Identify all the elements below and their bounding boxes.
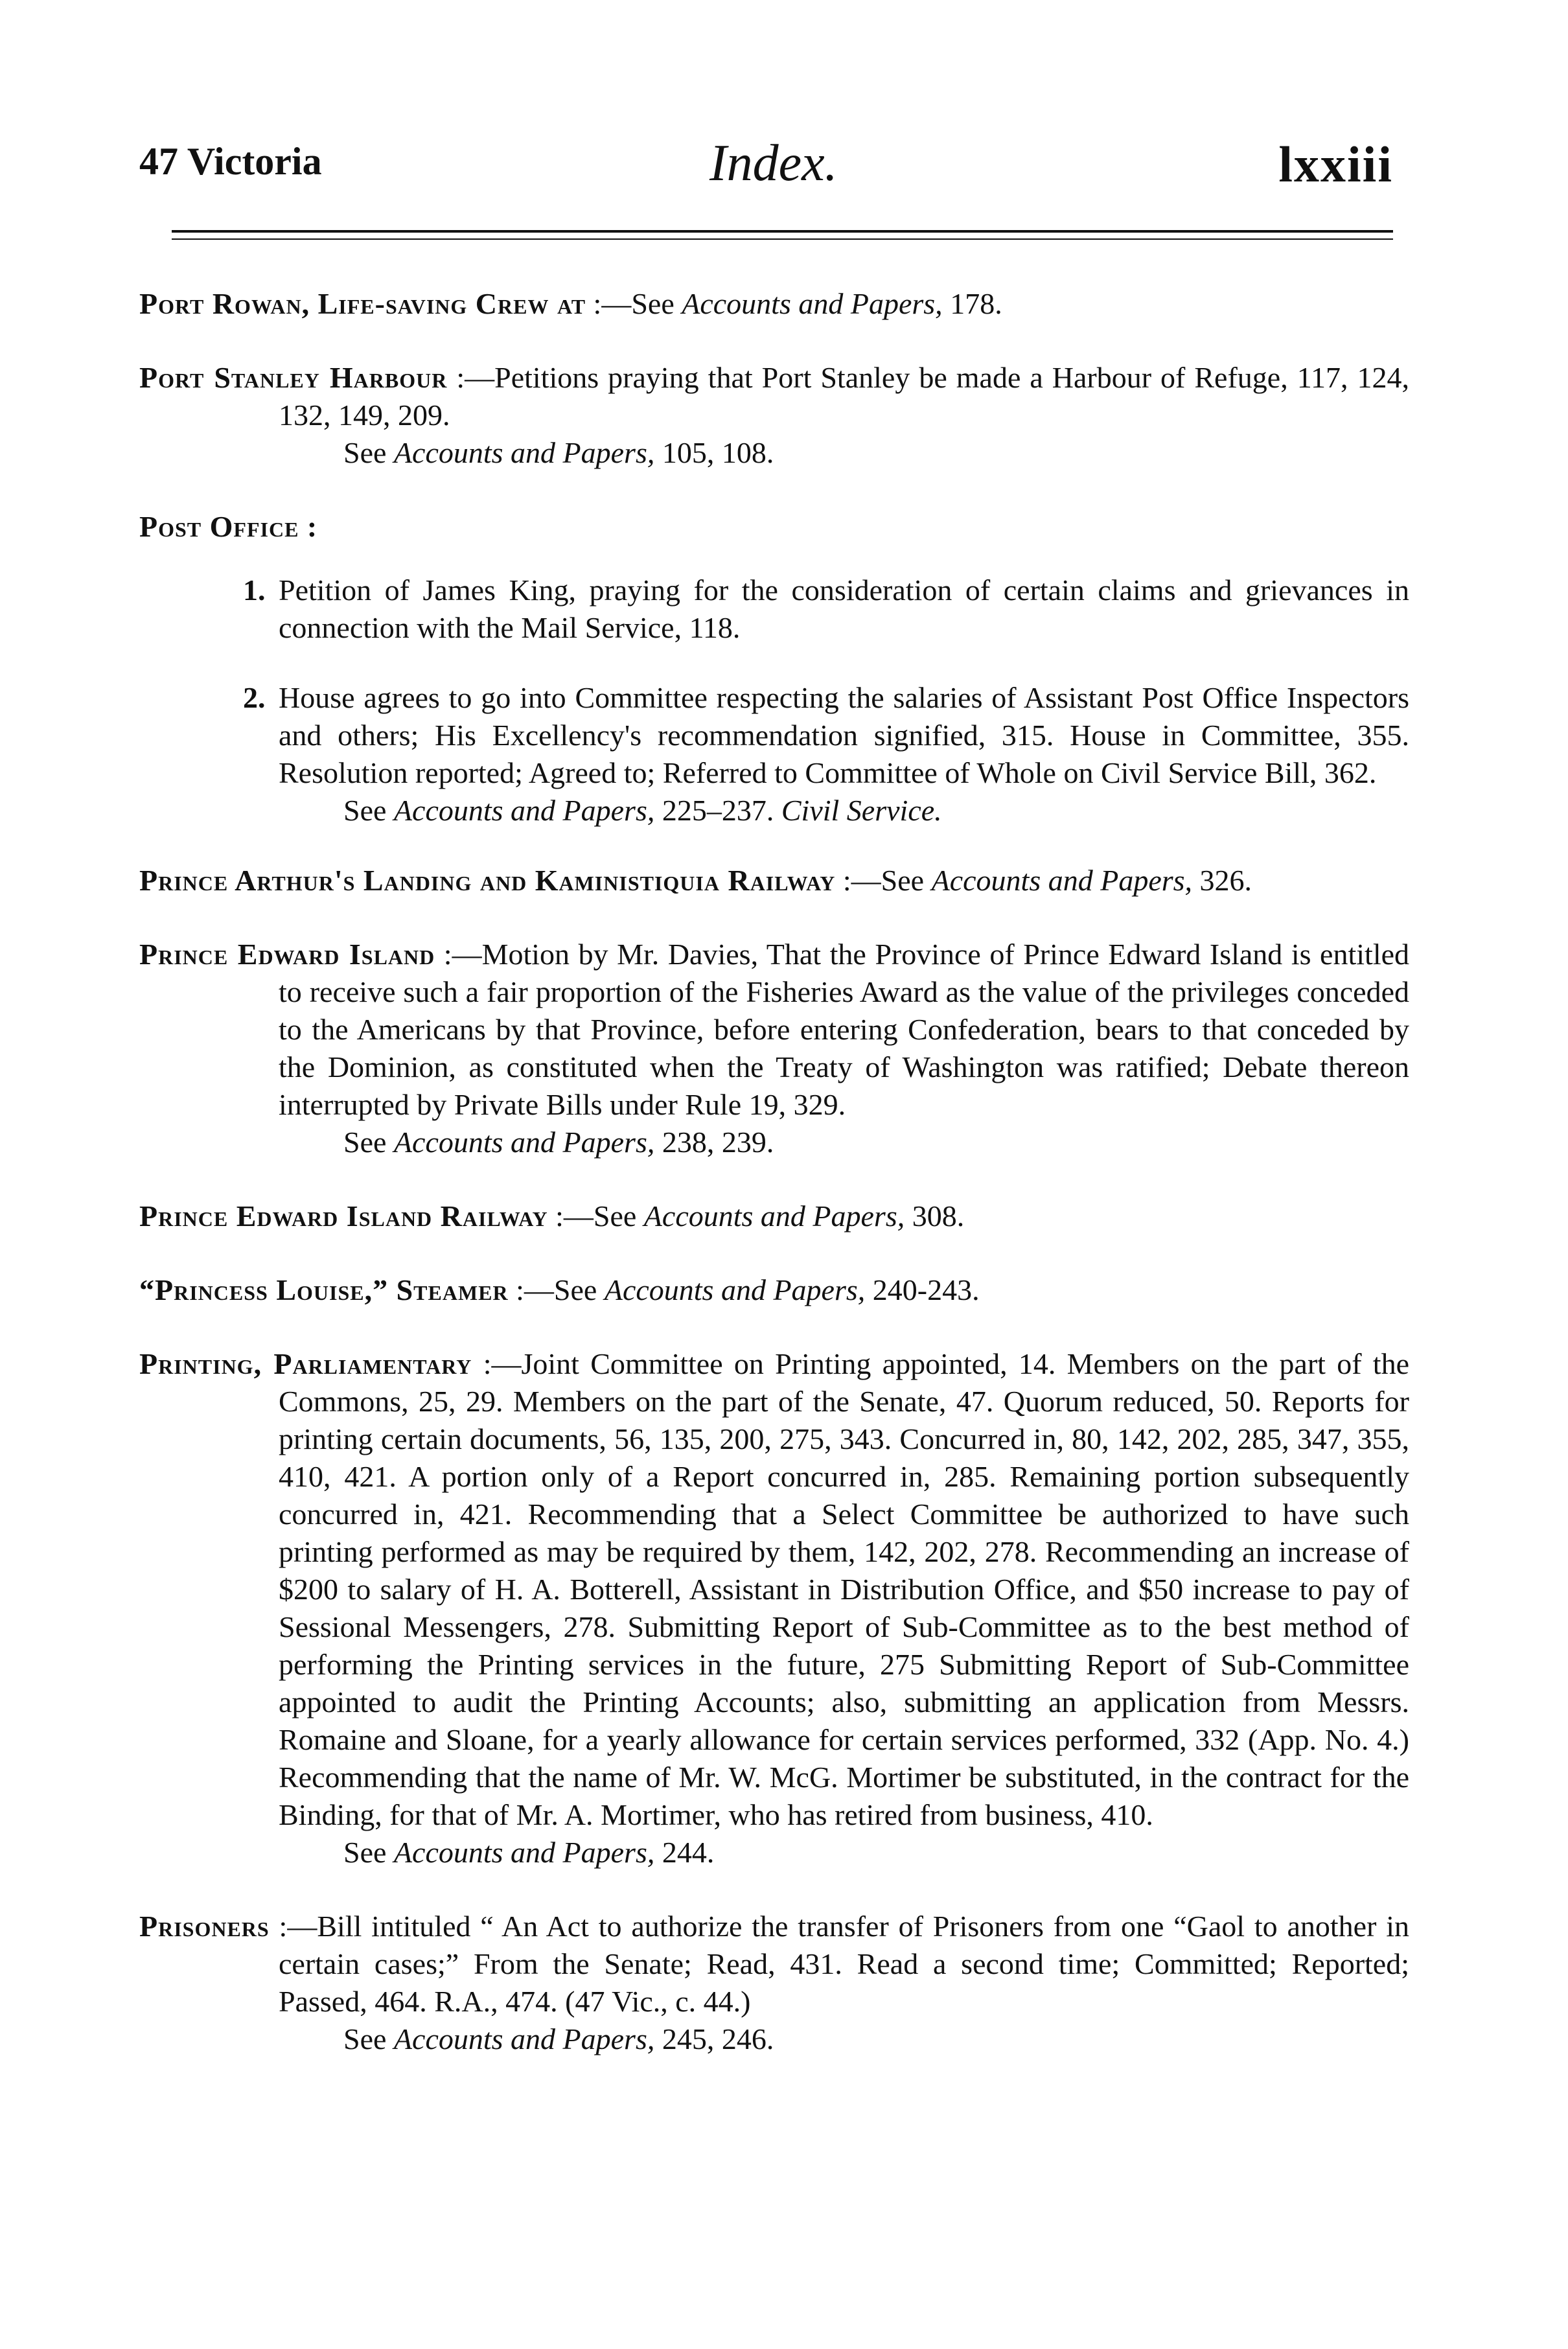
entry-heading: Prisoners xyxy=(139,1910,270,1943)
see-also-line: See Accounts and Papers, 238, 239. xyxy=(343,1126,774,1159)
entry-heading: “Princess Louise,” Steamer xyxy=(139,1273,509,1306)
see-also-line: See Accounts and Papers, 105, 108. xyxy=(343,436,774,469)
item-number: 2. xyxy=(243,681,266,714)
post-office-item-1 xyxy=(139,572,1409,647)
see-reference: Accounts and Papers, xyxy=(393,794,655,827)
post-office-item-2 xyxy=(139,679,1409,829)
see-also-line: See Accounts and Papers, 244. xyxy=(343,1836,715,1869)
page-references: 238, 239. xyxy=(662,1126,774,1159)
page-references: 326. xyxy=(1199,864,1252,897)
page-references: 245, 246. xyxy=(662,2022,774,2055)
page-references: 178. xyxy=(950,287,1002,320)
page-references: 105, 108. xyxy=(662,436,774,469)
header-rule-thick xyxy=(172,230,1393,233)
item-number: 1. xyxy=(243,573,266,607)
index-entry-post-office xyxy=(139,508,1409,546)
page-references: 308. xyxy=(912,1199,965,1232)
see-reference: Accounts and Papers, xyxy=(604,1273,866,1306)
index-entry-printing xyxy=(139,1345,1409,1871)
see-reference: Accounts and Papers, xyxy=(393,436,655,469)
see-reference: Accounts and Papers, xyxy=(393,1126,655,1159)
page-header xyxy=(139,135,1393,217)
entry-text: :—Motion by Mr. Davies, That the Province of Prince Edward Island is entitled to receive such a fair proportion of the Fisheries Award as the value of the privileges conceded to the Americans by that Province, before entering Confederation, bears to that conceded by the Dominion, as constituted when the Treaty of Washington was ratified; Debate thereon interrupted by Private Bills under Rule 19, 329. xyxy=(279,938,1410,1121)
entry-text: :—Joint Committee on Printing appointed, 14. Members on the part of the Commons, 25, 29. Members on the part of the Senate, 47. Quorum reduced, 50. Reports for printing certain documents, 56, 135, 200, 275, 343. Concurred in, 80, 142, 202, 285, 347, 355, 410, 421. A portion only of a Report concurred in, 285. Remaining portion subsequently concurred in, 421. Recommending that a Select Committee be authorized to have such printing performed as may be required by them, 142, 202, 278. Recommending an increase of $200 to salary of H. A. Botterell, Assistant in Distribution Office, and $50 increase to pay of Sessional Messengers, 278. Submitting Report of Sub-Committee as to the best method of performing the Printing services in the future, 275 Submitting Report of Sub-Committee appointed to audit the Printing Accounts; also, submitting an application from Messrs. Romaine and Sloane, for a yearly allowance for certain services performed, 332 (App. No. 4.) Recommending that the name of Mr. W. McG. Mortimer be substituted, in the contract for the Binding, for that of Mr. A. Mortimer, who has retired from business, 410. xyxy=(279,1347,1410,1831)
running-head-session: 47 Victoria xyxy=(139,140,322,183)
see-also-line: See Accounts and Papers, 225–237. Civil Service. xyxy=(343,794,942,827)
index-entry-prince-edward-island xyxy=(139,936,1409,1161)
entry-heading: Port Rowan, Life-saving Crew at xyxy=(139,287,586,320)
entry-text: :—Petitions praying that Port Stanley be made a Harbour of Refuge, 117, 124, 132, 149, 209. xyxy=(279,361,1410,432)
entry-heading: Prince Arthur's Landing and Kaministiquia Railway xyxy=(139,864,836,897)
entry-heading: Post Office : xyxy=(139,510,318,543)
index-entry-princess-louise xyxy=(139,1271,1409,1309)
entry-heading: Prince Edward Island Railway xyxy=(139,1199,548,1232)
running-head-title: Index. xyxy=(709,135,838,192)
index-entry-pei-railway xyxy=(139,1198,1409,1235)
see-reference: Accounts and Papers, xyxy=(393,2022,655,2055)
header-rule-thin xyxy=(172,238,1393,240)
page-references: 244. xyxy=(662,1836,715,1869)
index-entry-prisoners xyxy=(139,1908,1409,2058)
item-text: House agrees to go into Committee respecting the salaries of Assistant Post Office Inspectors and others; His Excellency's recommendation signified, 315. House in Committee, 355. Resolution reported; Agreed to; Referred to Committee of Whole on Civil Service Bill, 362. xyxy=(279,681,1409,789)
see-reference: Accounts and Papers, xyxy=(643,1199,905,1232)
entry-heading: Prince Edward Island xyxy=(139,938,435,971)
entry-text: :—See xyxy=(555,1199,637,1232)
see-reference: Accounts and Papers, xyxy=(682,287,943,320)
entry-heading: Port Stanley Harbour xyxy=(139,361,448,394)
see-reference: Accounts and Papers, xyxy=(931,864,1193,897)
entry-text: :—See xyxy=(516,1273,597,1306)
item-text: Petition of James King, praying for the consideration of certain claims and grievances in connection with the Mail Service, 118. xyxy=(279,573,1409,644)
page-references: 240-243. xyxy=(872,1273,980,1306)
page-number: lxxiii xyxy=(1278,136,1393,192)
page-references: 225–237. xyxy=(662,794,774,827)
index-entry-port-rowan xyxy=(139,285,1409,323)
see-reference: Accounts and Papers, xyxy=(393,1836,655,1869)
entry-text: :—See xyxy=(842,864,925,897)
index-entry-port-stanley xyxy=(139,359,1409,472)
entry-text: :—Bill intituled “ An Act to authorize the transfer of Prisoners from one “Gaol to another in certain cases;” From the Senate; Read, 431. Read a second time; Committed; Reported; Passed, 464. R.A., 474. (47 Vic., c. 44.) xyxy=(279,1910,1409,2018)
cross-reference: Civil Service. xyxy=(781,794,942,827)
index-entries xyxy=(139,285,1409,2094)
index-entry-prince-arthur xyxy=(139,862,1409,899)
entry-heading: Printing, Parliamentary xyxy=(139,1347,472,1380)
see-also-line: See Accounts and Papers, 245, 246. xyxy=(343,2022,774,2055)
entry-text: :—See xyxy=(593,287,674,320)
